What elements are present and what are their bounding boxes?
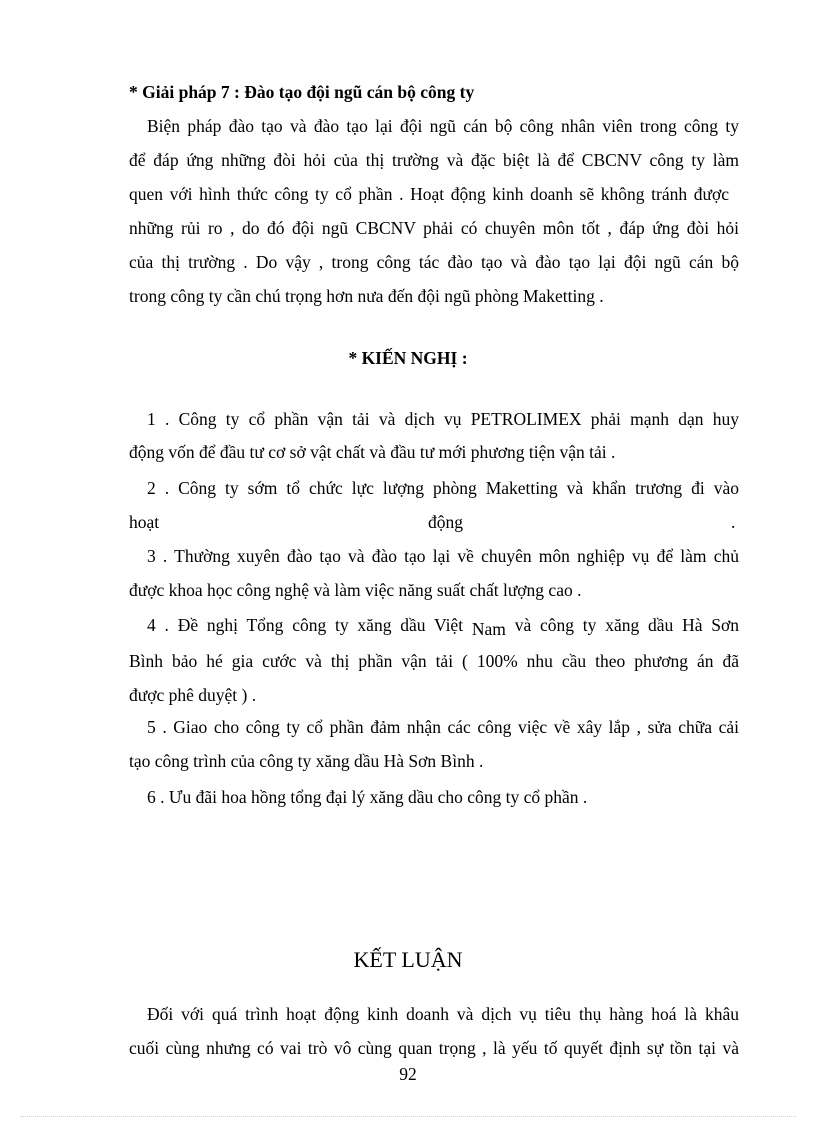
recommendation-item-5-line: 5 . Giao cho công ty cổ phần đảm nhận các công việc về xây lắp , sửa chữa cải bbox=[147, 717, 739, 737]
footer-divider bbox=[20, 1116, 796, 1117]
conclusion-line: cuối cùng nhưng có vai trò vô cùng quan trọng , là yếu tố quyết định sự tồn tại và bbox=[129, 1038, 739, 1058]
recommendation-item-3-line: được khoa học công nghệ và làm việc năng suất chất lượng cao . bbox=[129, 580, 582, 600]
word: động bbox=[428, 512, 463, 532]
paragraph-line: Biện pháp đào tạo và đào tạo lại đội ngũ cán bộ công nhân viên trong công ty bbox=[147, 116, 739, 136]
recommendation-item-4-line: được phê duyệt ) . bbox=[129, 685, 257, 705]
recommendation-item-6-line: 6 . Ưu đãi hoa hồng tổng đại lý xăng dầu cho công ty cổ phần . bbox=[147, 787, 588, 807]
text: và công ty xăng dầu Hà Sơn bbox=[514, 615, 740, 635]
recommendation-item-2-line: 2 . Công ty sớm tổ chức lực lượng phòng Maketting và khẩn trương đi vào bbox=[147, 478, 739, 498]
conclusion-line: Đối với quá trình hoạt động kinh doanh và dịch vụ tiêu thụ hàng hoá là khâu bbox=[147, 1004, 739, 1024]
recommendation-item-5-line: tạo công trình của công ty xăng dầu Hà Sơn Bình . bbox=[129, 751, 484, 771]
solution-heading: * Giải pháp 7 : Đào tạo đội ngũ cán bộ công ty bbox=[129, 82, 475, 102]
paragraph-line: của thị trường . Do vậy , trong công tác đào tạo và đào tạo lại đội ngũ cán bộ bbox=[129, 252, 739, 272]
paragraph-line: những rủi ro , do đó đội ngũ CBCNV phải có chuyên môn tốt , đáp ứng đòi hỏi bbox=[129, 218, 739, 238]
paragraph-line: để đáp ứng những đòi hỏi của thị trường và đặc biệt là để CBCNV công ty làm bbox=[129, 150, 739, 170]
text: 4 . Đề nghị Tổng công ty xăng dầu Việt bbox=[147, 615, 464, 635]
recommendation-item-1-line: 1 . Công ty cổ phần vận tải và dịch vụ PETROLIMEX phải mạnh dạn huy bbox=[147, 409, 739, 429]
recommendation-item-3-line: 3 . Thường xuyên đào tạo và đào tạo lại về chuyên môn nghiệp vụ để làm chủ bbox=[147, 546, 739, 566]
recommendations-heading: * KIẾN NGHỊ : bbox=[348, 348, 468, 368]
paragraph-line: quen với hình thức công ty cổ phần . Hoạt động kinh doanh sẽ không tránh được bbox=[129, 184, 729, 204]
page-number: 92 bbox=[399, 1064, 417, 1084]
word: hoạt bbox=[129, 512, 160, 532]
word: . bbox=[731, 512, 736, 532]
recommendation-item-1-line: động vốn để đầu tư cơ sở vật chất và đầu tư mới phương tiện vận tải . bbox=[129, 442, 616, 462]
recommendation-item-4-line: Bình bảo hé gia cước và thị phần vận tải ( 100% nhu cầu theo phương án đã bbox=[129, 651, 739, 671]
conclusion-heading: KẾT LUẬN bbox=[353, 947, 463, 972]
paragraph-line: trong công ty cần chú trọng hơn nưa đến đội ngũ phòng Maketting . bbox=[129, 286, 604, 306]
text: Nam bbox=[471, 619, 506, 639]
recommendation-item-4-line bbox=[147, 614, 740, 639]
